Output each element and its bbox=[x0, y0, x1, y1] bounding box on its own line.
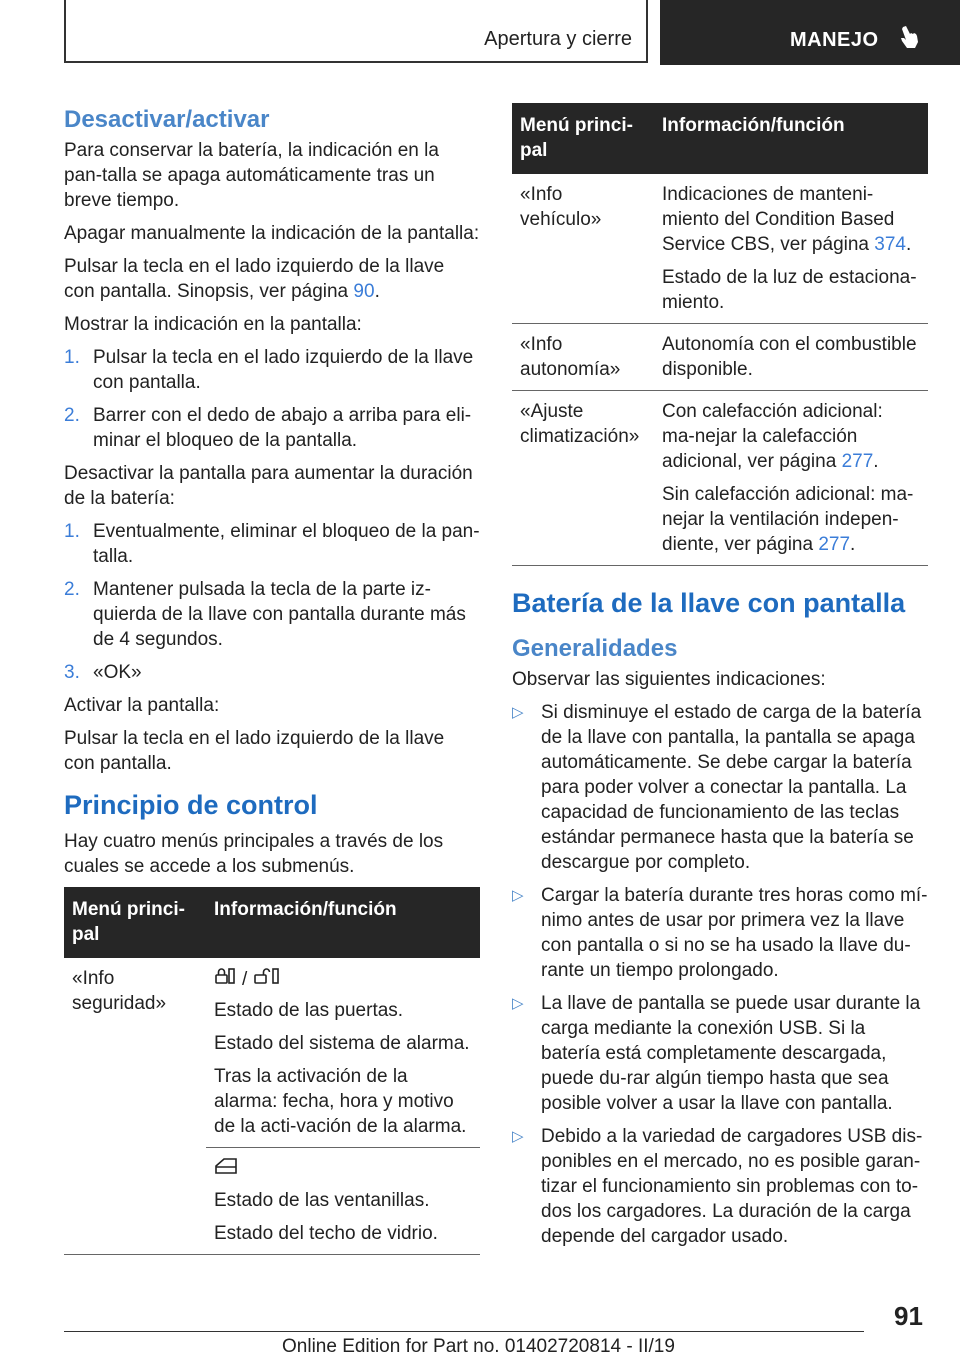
heading-desactivar: Desactivar/activar bbox=[64, 106, 270, 133]
info-line bbox=[662, 399, 920, 474]
step-number: 1. bbox=[64, 521, 80, 542]
paragraph: Mostrar la indicación en la pantalla: bbox=[64, 314, 362, 335]
step-text: «OK» bbox=[93, 662, 142, 683]
footer-edition: Online Edition for Part no. 01402720814 - II/19 bbox=[282, 1336, 675, 1357]
list-item bbox=[64, 345, 480, 395]
info-line: Estado del sistema de alarma. bbox=[214, 1033, 470, 1054]
list-item bbox=[512, 883, 928, 983]
info-line: Tras la activación de la alarma: fecha, hora y motivo de la acti-vación de la alarma. bbox=[214, 1066, 467, 1137]
bullet-text: Si disminuye el estado de carga de la batería de la llave con pantalla, la pantalla se apaga automáticamente. Se debe cargar la batería para poder volver a conectar la pantalla. La capacidad de funcionamiento de las teclas estándar permanece hasta que la batería se descargue por completo. bbox=[541, 702, 922, 873]
table-row bbox=[64, 1148, 480, 1255]
col-header-menu: Menú princi-pal bbox=[512, 103, 654, 174]
info-cell bbox=[654, 174, 928, 324]
list-item bbox=[512, 991, 928, 1116]
menu-table-left bbox=[64, 887, 480, 1255]
list-item bbox=[512, 700, 928, 875]
table-row bbox=[512, 391, 928, 566]
step-text: Mantener pulsada la tecla de la parte iz-quierda de la llave con pantalla durante más de 4 segundos. bbox=[93, 579, 466, 650]
menu-cell: «Info seguridad» bbox=[72, 968, 167, 1014]
info-line bbox=[662, 182, 920, 257]
table-row bbox=[64, 958, 480, 1148]
steps-show-list bbox=[64, 345, 480, 453]
page-ref-link[interactable]: 277 bbox=[818, 534, 851, 555]
page-ref-link[interactable]: 374 bbox=[874, 234, 906, 255]
paragraph bbox=[64, 254, 480, 304]
table-header-row bbox=[512, 103, 928, 174]
step-text: Pulsar la tecla en el lado izquierdo de la llave con pantalla. bbox=[93, 347, 474, 393]
info-cell bbox=[654, 324, 928, 391]
info-line: Autonomía con el combustible disponible. bbox=[662, 334, 917, 380]
door-lock-icon bbox=[214, 967, 236, 992]
right-column bbox=[512, 103, 928, 1257]
step-number: 2. bbox=[64, 405, 80, 426]
menu-table-right bbox=[512, 103, 928, 566]
list-item bbox=[64, 577, 480, 652]
heading-bateria: Batería de la llave con pantalla bbox=[512, 588, 906, 618]
table-header-row bbox=[64, 887, 480, 958]
icon-row bbox=[214, 1156, 472, 1182]
bullet-text: Cargar la batería durante tres horas como mí-nimo antes de usar por primera vez la llave con pantalla o si no se ha usado la llave du-rante un tiempo prolongado. bbox=[541, 885, 928, 981]
notes-list bbox=[512, 700, 928, 1249]
paragraph: Para conservar la batería, la indicación en la pan-talla se apaga automáticamente tras un breve tiempo. bbox=[64, 140, 439, 211]
icon-row bbox=[214, 966, 472, 992]
text: Con calefacción adicional: ma-nejar la calefacción adicional, ver página bbox=[662, 401, 883, 472]
paragraph: Hay cuatro menús principales a través de los cuales se accede a los submenús. bbox=[64, 831, 444, 877]
info-line: Estado de la luz de estaciona-miento. bbox=[662, 267, 917, 313]
text: Sin calefacción adicional: ma-nejar la ventilación indepen-diente, ver página bbox=[662, 484, 914, 555]
menu-cell: «Info vehículo» bbox=[512, 174, 654, 324]
paragraph: Apagar manualmente la indicación de la pantalla: bbox=[64, 223, 480, 244]
col-header-info: Información/función bbox=[206, 887, 480, 958]
bullet-triangle-icon: ▷ bbox=[512, 887, 524, 904]
heading-principio: Principio de control bbox=[64, 790, 318, 820]
menu-cell bbox=[64, 1148, 206, 1255]
page-ref-link[interactable]: 90 bbox=[353, 281, 375, 302]
paragraph: Observar las siguientes indicaciones: bbox=[512, 669, 826, 690]
col-header-info: Información/función bbox=[654, 103, 928, 174]
step-number: 1. bbox=[64, 347, 80, 368]
heading-generalidades: Generalidades bbox=[512, 635, 678, 662]
list-item bbox=[512, 1124, 928, 1249]
steps-off-list bbox=[64, 519, 480, 685]
info-line: Estado de las puertas. bbox=[214, 1000, 404, 1021]
text: Indicaciones de manteni-miento del Condition Based Service CBS, ver página bbox=[662, 184, 895, 255]
info-cell bbox=[206, 1148, 480, 1255]
bullet-triangle-icon: ▷ bbox=[512, 1128, 524, 1145]
header-section-box bbox=[64, 0, 648, 63]
list-item bbox=[64, 403, 480, 453]
info-cell bbox=[654, 391, 928, 566]
header-chapter-tab[interactable] bbox=[660, 0, 960, 65]
step-number: 2. bbox=[64, 579, 80, 600]
step-text: Barrer con el dedo de abajo a arriba para eli-minar el bloqueo de la pantalla. bbox=[93, 405, 472, 451]
table-row bbox=[512, 174, 928, 324]
paragraph: Desactivar la pantalla para aumentar la duración de la batería: bbox=[64, 463, 473, 509]
page-number: 91 bbox=[894, 1301, 923, 1331]
menu-cell: «Ajuste climatización» bbox=[512, 391, 654, 566]
paragraph: Activar la pantalla: bbox=[64, 695, 220, 716]
paragraph: Pulsar la tecla en el lado izquierdo de la llave con pantalla. bbox=[64, 728, 445, 774]
slash-separator: / bbox=[242, 968, 248, 990]
list-item bbox=[64, 519, 480, 569]
bullet-triangle-icon: ▷ bbox=[512, 995, 524, 1012]
window-icon bbox=[214, 1157, 238, 1182]
bullet-text: Debido a la variedad de cargadores USB dis-ponibles en el mercado, no es posible garan-tizar el funcionamiento sin problemas con to-dos los cargadores. La duración de la carga depende del cargador usado. bbox=[541, 1126, 923, 1247]
page-ref-link[interactable]: 277 bbox=[841, 451, 874, 472]
info-line: Estado del techo de vidrio. bbox=[214, 1223, 438, 1244]
menu-cell: «Info autonomía» bbox=[512, 324, 654, 391]
footer-divider bbox=[64, 1331, 864, 1332]
info-line: Estado de las ventanillas. bbox=[214, 1190, 430, 1211]
bullet-triangle-icon: ▷ bbox=[512, 704, 524, 721]
door-unlock-icon bbox=[253, 967, 281, 992]
header-section-title: Apertura y cierre bbox=[484, 28, 632, 50]
text: . bbox=[905, 234, 912, 255]
table-row bbox=[512, 324, 928, 391]
text: . bbox=[374, 281, 380, 302]
left-column bbox=[64, 98, 480, 1255]
hand-pointer-icon bbox=[898, 24, 920, 55]
step-text: Eventualmente, eliminar el bloqueo de la pan-talla. bbox=[93, 521, 480, 567]
col-header-menu: Menú princi-pal bbox=[64, 887, 206, 958]
text: . bbox=[873, 451, 879, 472]
header-chapter-title: MANEJO bbox=[790, 29, 879, 51]
text: . bbox=[850, 534, 856, 555]
step-number: 3. bbox=[64, 662, 80, 683]
info-cell bbox=[206, 958, 480, 1148]
list-item bbox=[64, 660, 480, 685]
text: Pulsar la tecla en el lado izquierdo de la llave con pantalla. Sinopsis, ver página bbox=[64, 256, 445, 302]
bullet-text: La llave de pantalla se puede usar durante la carga mediante la conexión USB. Si la batería está completamente descargada, puede du-rar algún tiempo hasta que sea posible volver a usar la llave con pantalla. bbox=[541, 993, 921, 1114]
info-line bbox=[662, 482, 920, 557]
